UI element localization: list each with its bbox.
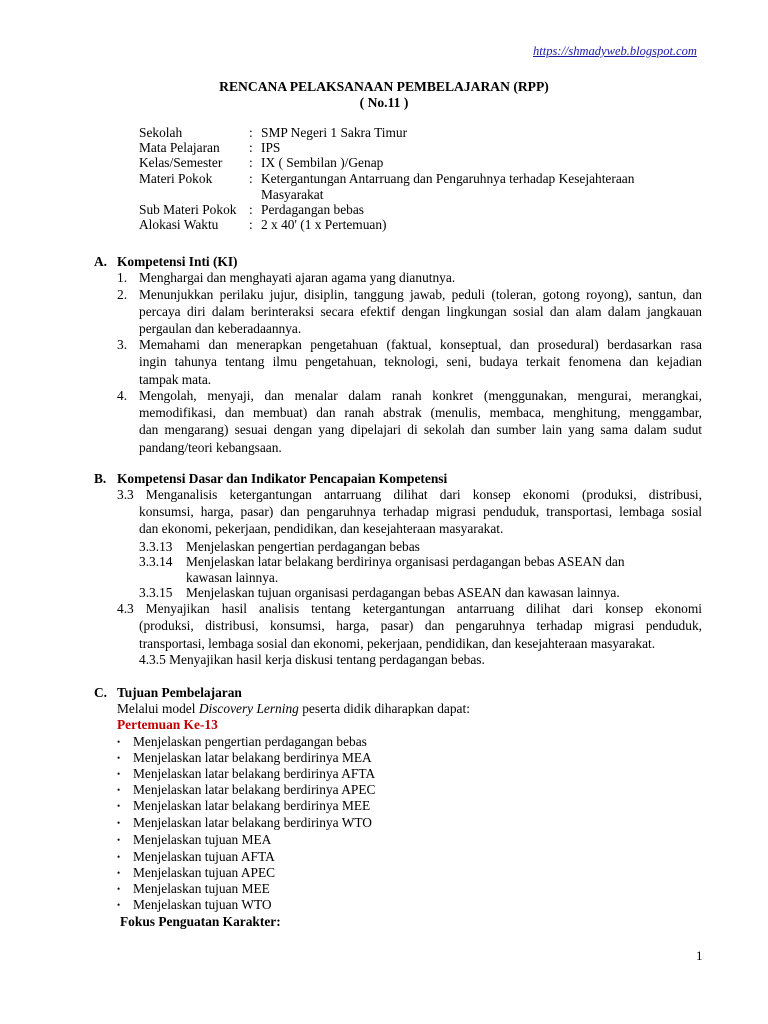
kd-line: 4.3 Menyajikan hasil analisis tentang ketergantungan antarruang dilihat dari konsep ekonomi (117, 601, 702, 616)
ki-line: pergaulan dan keberadaannya. (139, 321, 302, 336)
identity-colon: : (249, 155, 253, 170)
indicator-text: Menjelaskan pengertian perdagangan bebas (186, 539, 420, 554)
page-number: 1 (696, 948, 703, 963)
identity-value: Perdagangan bebas (261, 202, 364, 217)
section-c-heading: Tujuan Pembelajaran (117, 685, 242, 700)
section-b-letter: B. (94, 471, 107, 486)
intro-text: peserta didik diharapkan dapat: (298, 701, 470, 716)
identity-colon: : (249, 125, 253, 140)
list-item: Menjelaskan latar belakang berdirinya APEC (133, 782, 376, 797)
ki-line: ingin tahunya tentang ilmu pengetahuan, teknologi, seni, budaya terkait fenomena dan kejadian (139, 354, 702, 369)
ki-line: percaya diri dalam berinteraksi secara efektif dengan lingkungan sosial dan alam dalam jangkauan (139, 304, 702, 319)
list-item: Menjelaskan pengertian perdagangan bebas (133, 734, 367, 749)
ki-line: pandang/teori kebangsaan. (139, 440, 282, 455)
identity-value: IX ( Sembilan )/Genap (261, 155, 384, 170)
ki-number: 2. (117, 287, 128, 302)
document-number: ( No.11 ) (359, 95, 409, 110)
section-c-letter: C. (94, 685, 108, 700)
character-focus-heading: Fokus Penguatan Karakter: (120, 914, 281, 929)
section-b-heading: Kompetensi Dasar dan Indikator Pencapaian Kompetensi (117, 471, 448, 486)
bullet-icon: • (117, 737, 121, 747)
objective-intro (117, 701, 470, 717)
indicator-number: 3.3.13 (139, 539, 173, 554)
bullet-icon: • (117, 900, 121, 910)
ki-line: Menghargai dan menghayati ajaran agama yang dianutnya. (139, 270, 456, 285)
list-item: Menjelaskan tujuan WTO (133, 897, 272, 912)
ki-line: tampak mata. (139, 372, 212, 387)
identity-value-cont: Masyarakat (261, 187, 324, 202)
list-item: Menjelaskan latar belakang berdirinya MEE (133, 798, 371, 813)
identity-value: IPS (261, 140, 281, 155)
kd-line: transportasi, lembaga sosial dan ekonomi, pekerjaan, pendidikan, dan kesejahteraan masyarakat. (139, 636, 656, 651)
list-item: Menjelaskan latar belakang berdirinya WTO (133, 815, 372, 830)
identity-label: Alokasi Waktu (139, 217, 219, 232)
bullet-icon: • (117, 801, 121, 811)
ki-line: Memahami dan menerapkan pengetahuan (faktual, konseptual, dan prosedural) berdasarkan rasa (139, 337, 702, 352)
indicator-text: Menjelaskan latar belakang berdirinya organisasi perdagangan bebas ASEAN dan (186, 554, 625, 569)
kd-line: dan ekonomi, pekerjaan, pendidikan, dan kesejahteraan masyarakat. (139, 521, 504, 536)
ki-number: 3. (117, 337, 128, 352)
indicator-number: 3.3.15 (139, 585, 173, 600)
identity-label: Materi Pokok (139, 171, 213, 186)
intro-text: Melalui model (117, 701, 199, 716)
ki-number: 1. (117, 270, 128, 285)
bullet-icon: • (117, 818, 121, 828)
section-a-letter: A. (94, 254, 108, 269)
document-title: RENCANA PELAKSANAAN PEMBELAJARAN (RPP) (219, 79, 549, 94)
section-a-heading: Kompetensi Inti (KI) (117, 254, 238, 269)
identity-label: Sub Materi Pokok (139, 202, 237, 217)
list-item: Menjelaskan latar belakang berdirinya AFTA (133, 766, 376, 781)
list-item: Menjelaskan tujuan MEE (133, 881, 270, 896)
identity-colon: : (249, 140, 253, 155)
ki-number: 4. (117, 388, 128, 403)
bullet-icon: • (117, 753, 121, 763)
identity-colon: : (249, 171, 253, 186)
bullet-icon: • (117, 769, 121, 779)
ki-line: Menunjukkan perilaku jujur, disiplin, tanggung jawab, peduli (toleran, gotong royong), santun, dan (139, 287, 702, 302)
identity-colon: : (249, 202, 253, 217)
identity-value: SMP Negeri 1 Sakra Timur (261, 125, 408, 140)
bullet-icon: • (117, 785, 121, 795)
identity-label: Sekolah (139, 125, 183, 140)
indicator-text: 4.3.5 Menyajikan hasil kerja diskusi tentang perdagangan bebas. (139, 652, 485, 667)
bullet-icon: • (117, 868, 121, 878)
identity-label: Kelas/Semester (139, 155, 223, 170)
list-item: Menjelaskan latar belakang berdirinya MEA (133, 750, 372, 765)
kd-line: konsumsi, harga, pasar) dan pengaruhnya terhadap migrasi penduduk, transportasi, lembaga sosial (139, 504, 702, 519)
meeting-label: Pertemuan Ke-13 (117, 717, 218, 732)
identity-colon: : (249, 217, 253, 232)
model-name: Discovery Lerning (198, 701, 299, 716)
identity-value: Ketergantungan Antarruang dan Pengaruhnya terhadap Kesejahteraan (261, 171, 635, 186)
identity-value: 2 x 40' (1 x Pertemuan) (261, 217, 387, 232)
list-item: Menjelaskan tujuan MEA (133, 832, 272, 847)
indicator-text: Menjelaskan tujuan organisasi perdagangan bebas ASEAN dan kawasan lainnya. (186, 585, 620, 600)
ki-line: memodifikasi, dan membuat) dan ranah abstrak (menulis, membaca, menghitung, menggambar, (139, 405, 702, 420)
indicator-text-cont: kawasan lainnya. (186, 570, 279, 585)
ki-line: dan mengarang) sesuai dengan yang dipelajari di sekolah dan sumber lain yang sama dalam sudut (139, 422, 702, 437)
indicator-number: 3.3.14 (139, 554, 173, 569)
list-item: Menjelaskan tujuan AFTA (133, 849, 275, 864)
ki-line: Mengolah, menyaji, dan menalar dalam ranah konkret (menggunakan, mengurai, merangkai, (139, 388, 702, 403)
identity-label: Mata Pelajaran (139, 140, 220, 155)
blog-url-link[interactable]: https://shmadyweb.blogspot.com (533, 44, 697, 58)
kd-line: 3.3 Menganalisis ketergantungan antarruang dilihat dari konsep ekonomi (produksi, distribusi, (117, 487, 702, 502)
bullet-icon: • (117, 884, 121, 894)
list-item: Menjelaskan tujuan APEC (133, 865, 276, 880)
bullet-icon: • (117, 835, 121, 845)
bullet-icon: • (117, 852, 121, 862)
kd-line: (produksi, distribusi, konsumsi, harga, pasar) dan pengaruhnya terhadap migrasi penduduk, (139, 618, 702, 633)
